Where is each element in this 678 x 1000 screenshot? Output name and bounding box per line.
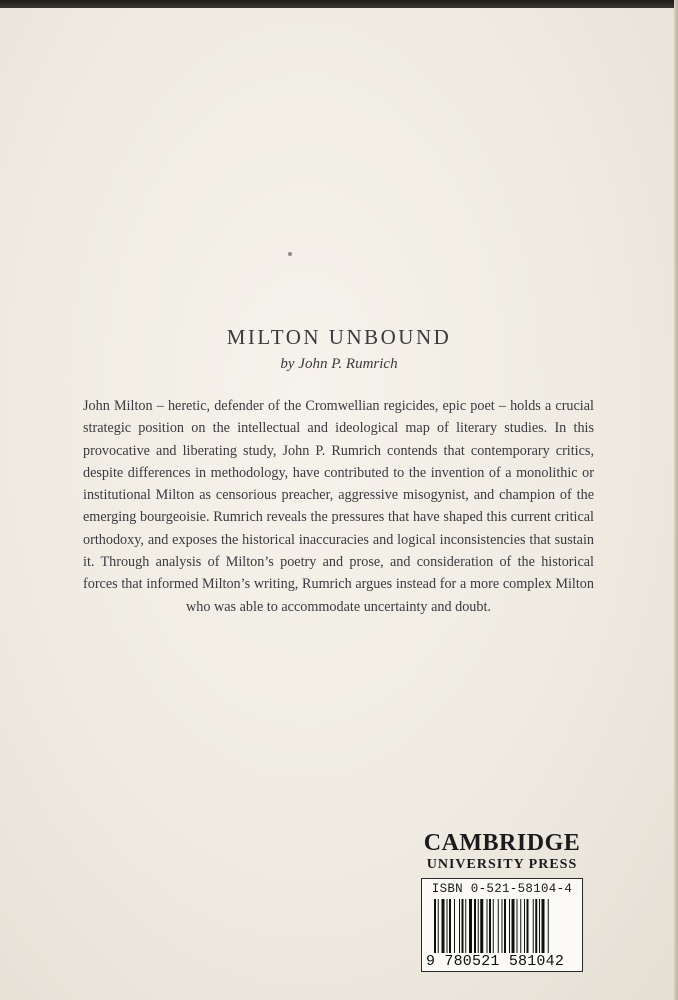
barcode-digits: 9 780521 581042 — [426, 953, 565, 970]
surface-speck — [288, 252, 292, 256]
book-byline: by John P. Rumrich — [280, 356, 398, 372]
barcode-icon — [434, 899, 576, 957]
isbn-label: ISBN 0-521-58104-4 — [431, 882, 573, 896]
cover-top-edge — [0, 0, 678, 8]
publisher-name: CAMBRIDGE — [423, 830, 581, 856]
barcode-panel — [421, 878, 583, 972]
book-blurb: John Milton – heretic, defender of the Cromwellian regicides, epic poet – holds a crucial strategic position on the intellectual and ideological map of literary studies. In this provocative and liberating study, John P. Rumrich contends that contemporary critics, despite differences in methodology, have contributed to the invention of a monolithic or institutional Milton as censorious preacher, aggressive misogynist, and champion of the emerging bourgeoisie. Rumrich reveals the pressures that have shaped this current critical orthodoxy, and exposes the historical inaccuracies and logical inconsistencies that sustain it. Through analysis of Milton’s poetry and prose, and consideration of the historical forces that informed Milton’s writing, Rumrich argues instead for a more complex Milton who was able to accommodate uncertainty and doubt. — [83, 398, 594, 615]
publisher-subtitle: UNIVERSITY PRESS — [426, 857, 578, 872]
book-title: MILTON UNBOUND — [226, 325, 452, 349]
publisher-logo — [418, 830, 586, 874]
cover-right-edge — [674, 0, 678, 1000]
